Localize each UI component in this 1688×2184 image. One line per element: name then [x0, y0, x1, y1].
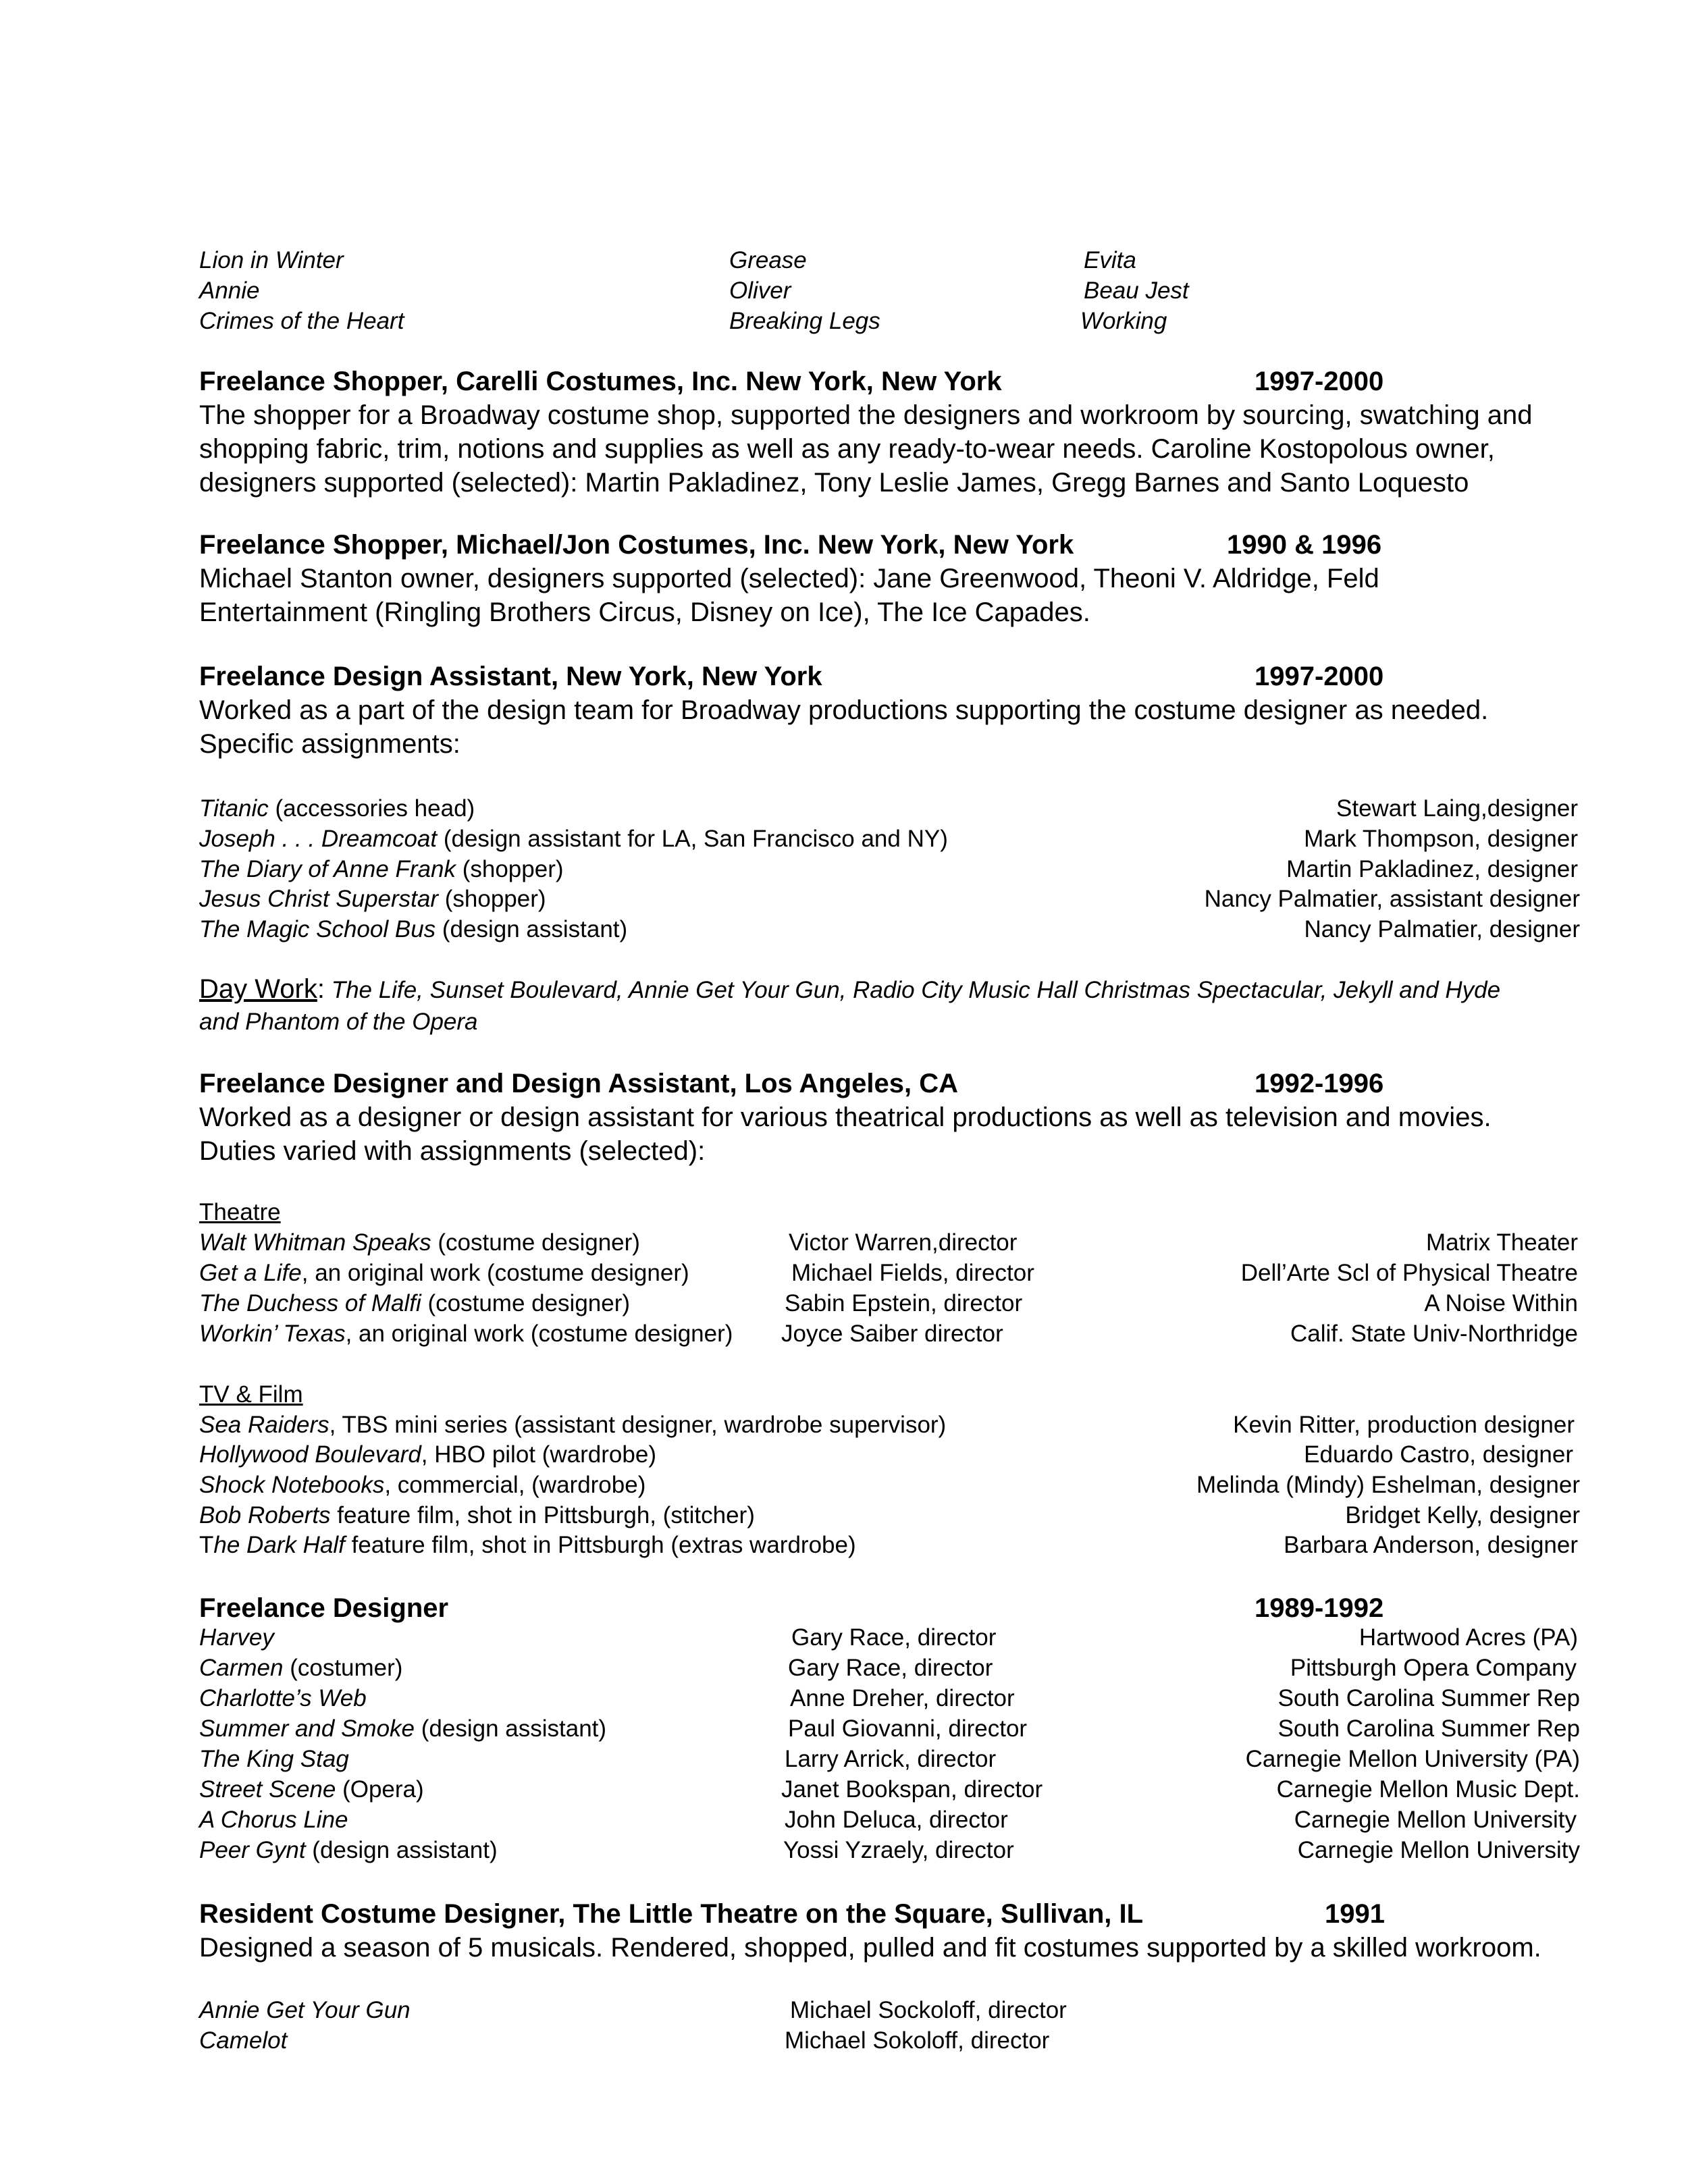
director: Michael Sokoloff, director	[785, 2027, 1050, 2054]
list-item: The Diary of Anne Frank (shopper)	[199, 856, 564, 882]
list-item: Street Scene (Opera)	[199, 1776, 424, 1803]
list-item: Sea Raiders, TBS mini series (assistant designer, wardrobe supervisor)	[199, 1412, 947, 1438]
section-dates: 1992-1996	[1255, 1069, 1384, 1098]
credit: Bridget Kelly, designer	[1345, 1502, 1580, 1528]
director: Gary Race, director	[788, 1655, 993, 1681]
director: Gary Race, director	[791, 1624, 997, 1651]
director: Janet Bookspan, director	[781, 1776, 1043, 1803]
venue: South Carolina Summer Rep	[1277, 1715, 1580, 1742]
venue: Matrix Theater	[1426, 1229, 1578, 1256]
description-line: Worked as a designer or design assistant for various theatrical productions as well as television and movies.	[199, 1102, 1492, 1132]
credit: Melinda (Mindy) Eshelman, designer	[1196, 1472, 1580, 1498]
list-item: Joseph . . . Dreamcoat (design assistant for LA, San Francisco and NY)	[199, 826, 948, 852]
section-heading: Freelance Shopper, Carelli Costumes, Inc. New York, New York	[199, 367, 1002, 396]
list-item: Workin’ Texas, an original work (costume designer)	[199, 1321, 733, 1347]
credit: Kevin Ritter, production designer	[1233, 1412, 1575, 1438]
show-title: Grease	[729, 247, 807, 273]
director: Sabin Epstein, director	[785, 1290, 1023, 1316]
description-line: Entertainment (Ringling Brothers Circus, Disney on Ice), The Ice Capades.	[199, 597, 1090, 627]
show-title: Annie Get Your Gun	[199, 1997, 411, 2023]
show-title: Lion in Winter	[199, 247, 344, 273]
list-item: Shock Notebooks, commercial, (wardrobe)	[199, 1472, 646, 1498]
list-item: Charlotte’s Web	[199, 1685, 367, 1711]
venue: Hartwood Acres (PA)	[1359, 1624, 1578, 1651]
list-item: The Dark Half feature film, shot in Pittsburgh (extras wardrobe)	[199, 1532, 856, 1558]
credit: Nancy Palmatier, assistant designer	[1204, 886, 1580, 912]
credit: Martin Pakladinez, designer	[1286, 856, 1578, 882]
venue: Calif. State Univ-Northridge	[1290, 1321, 1578, 1347]
venue: Carnegie Mellon University	[1297, 1837, 1580, 1863]
description-line: The shopper for a Broadway costume shop, supported the designers and workroom by sourcing, swatching and	[199, 400, 1533, 430]
list-item: Carmen (costumer)	[199, 1655, 403, 1681]
venue: South Carolina Summer Rep	[1277, 1685, 1580, 1711]
director: Yossi Yzraely, director	[783, 1837, 1014, 1863]
section-heading: Freelance Designer	[199, 1593, 449, 1623]
credit: Stewart Laing,designer	[1336, 795, 1578, 822]
section-dates: 1989-1992	[1255, 1593, 1384, 1623]
director: Joyce Saiber director	[781, 1321, 1003, 1347]
section-dates: 1997-2000	[1255, 367, 1384, 396]
description-line: Worked as a part of the design team for Broadway productions supporting the costume designer as needed.	[199, 695, 1489, 725]
venue: Carnegie Mellon University (PA)	[1245, 1746, 1580, 1772]
section-heading: Freelance Design Assistant, New York, New York	[199, 662, 822, 691]
list-item: Summer and Smoke (design assistant)	[199, 1715, 607, 1742]
show-title: Breaking Legs	[729, 308, 880, 334]
list-item: A Chorus Line	[199, 1807, 348, 1833]
director: Michael Fields, director	[791, 1260, 1034, 1286]
subsection-label: TV & Film	[199, 1381, 303, 1408]
list-item: Get a Life, an original work (costume designer)	[199, 1260, 689, 1286]
director: Paul Giovanni, director	[788, 1715, 1028, 1742]
show-title: Working	[1080, 308, 1167, 334]
day-work-line: Day Work: The Life, Sunset Boulevard, Annie Get Your Gun, Radio City Music Hall Christmas Spectacular, Jekyll and Hyde	[199, 974, 1501, 1004]
list-item: The Magic School Bus (design assistant)	[199, 916, 628, 942]
credit: Eduardo Castro, designer	[1304, 1441, 1573, 1468]
section-dates: 1991	[1325, 1899, 1385, 1929]
show-title: Annie	[199, 277, 260, 304]
list-item: Harvey	[199, 1624, 274, 1651]
venue: Carnegie Mellon University	[1294, 1807, 1577, 1833]
subsection-label: Theatre	[199, 1199, 281, 1225]
director: Michael Sockoloff, director	[790, 1997, 1067, 2023]
director: Larry Arrick, director	[785, 1746, 997, 1772]
day-work-continued: and Phantom of the Opera	[199, 1009, 478, 1035]
list-item: Titanic (accessories head)	[199, 795, 475, 822]
director: Victor Warren,director	[789, 1229, 1018, 1256]
description-line: Specific assignments:	[199, 729, 460, 759]
director: John Deluca, director	[785, 1807, 1008, 1833]
list-item: Bob Roberts feature film, shot in Pittsburgh, (stitcher)	[199, 1502, 755, 1528]
section-dates: 1997-2000	[1255, 662, 1384, 691]
section-heading: Freelance Shopper, Michael/Jon Costumes, Inc. New York, New York	[199, 530, 1074, 560]
show-title: Oliver	[729, 277, 791, 304]
show-title: Camelot	[199, 2027, 288, 2054]
director: Anne Dreher, director	[790, 1685, 1015, 1711]
description-line: shopping fabric, trim, notions and supplies as well as any ready-to-wear needs. Caroline Kostopolous owner,	[199, 434, 1495, 464]
credit: Mark Thompson, designer	[1304, 826, 1578, 852]
description-line: Duties varied with assignments (selected):	[199, 1136, 706, 1166]
list-item: Jesus Christ Superstar (shopper)	[199, 886, 546, 912]
venue: Pittsburgh Opera Company	[1290, 1655, 1577, 1681]
venue: A Noise Within	[1424, 1290, 1578, 1316]
list-item: The King Stag	[199, 1746, 349, 1772]
list-item: The Duchess of Malfi (costume designer)	[199, 1290, 631, 1316]
credit: Nancy Palmatier, designer	[1304, 916, 1580, 942]
section-heading: Freelance Designer and Design Assistant, Los Angeles, CA	[199, 1069, 959, 1098]
description-line: Designed a season of 5 musicals. Rendered, shopped, pulled and fit costumes supported by a skilled workroom.	[199, 1933, 1541, 1963]
venue: Dell’Arte Scl of Physical Theatre	[1240, 1260, 1578, 1286]
list-item: Hollywood Boulevard, HBO pilot (wardrobe)	[199, 1441, 656, 1468]
venue: Carnegie Mellon Music Dept.	[1276, 1776, 1580, 1803]
credit: Barbara Anderson, designer	[1284, 1532, 1578, 1558]
list-item: Walt Whitman Speaks (costume designer)	[199, 1229, 640, 1256]
day-work-label: Day Work	[199, 974, 317, 1004]
list-item: Peer Gynt (design assistant)	[199, 1837, 498, 1863]
section-heading: Resident Costume Designer, The Little Theatre on the Square, Sullivan, IL	[199, 1899, 1144, 1929]
show-title: Beau Jest	[1084, 277, 1189, 304]
description-line: Michael Stanton owner, designers supported (selected): Jane Greenwood, Theoni V. Aldridge, Feld	[199, 564, 1379, 593]
show-title: Evita	[1084, 247, 1136, 273]
show-title: Crimes of the Heart	[199, 308, 404, 334]
description-line: designers supported (selected): Martin Pakladinez, Tony Leslie James, Gregg Barnes and Santo Loquesto	[199, 468, 1469, 498]
section-dates: 1990 & 1996	[1227, 530, 1382, 560]
